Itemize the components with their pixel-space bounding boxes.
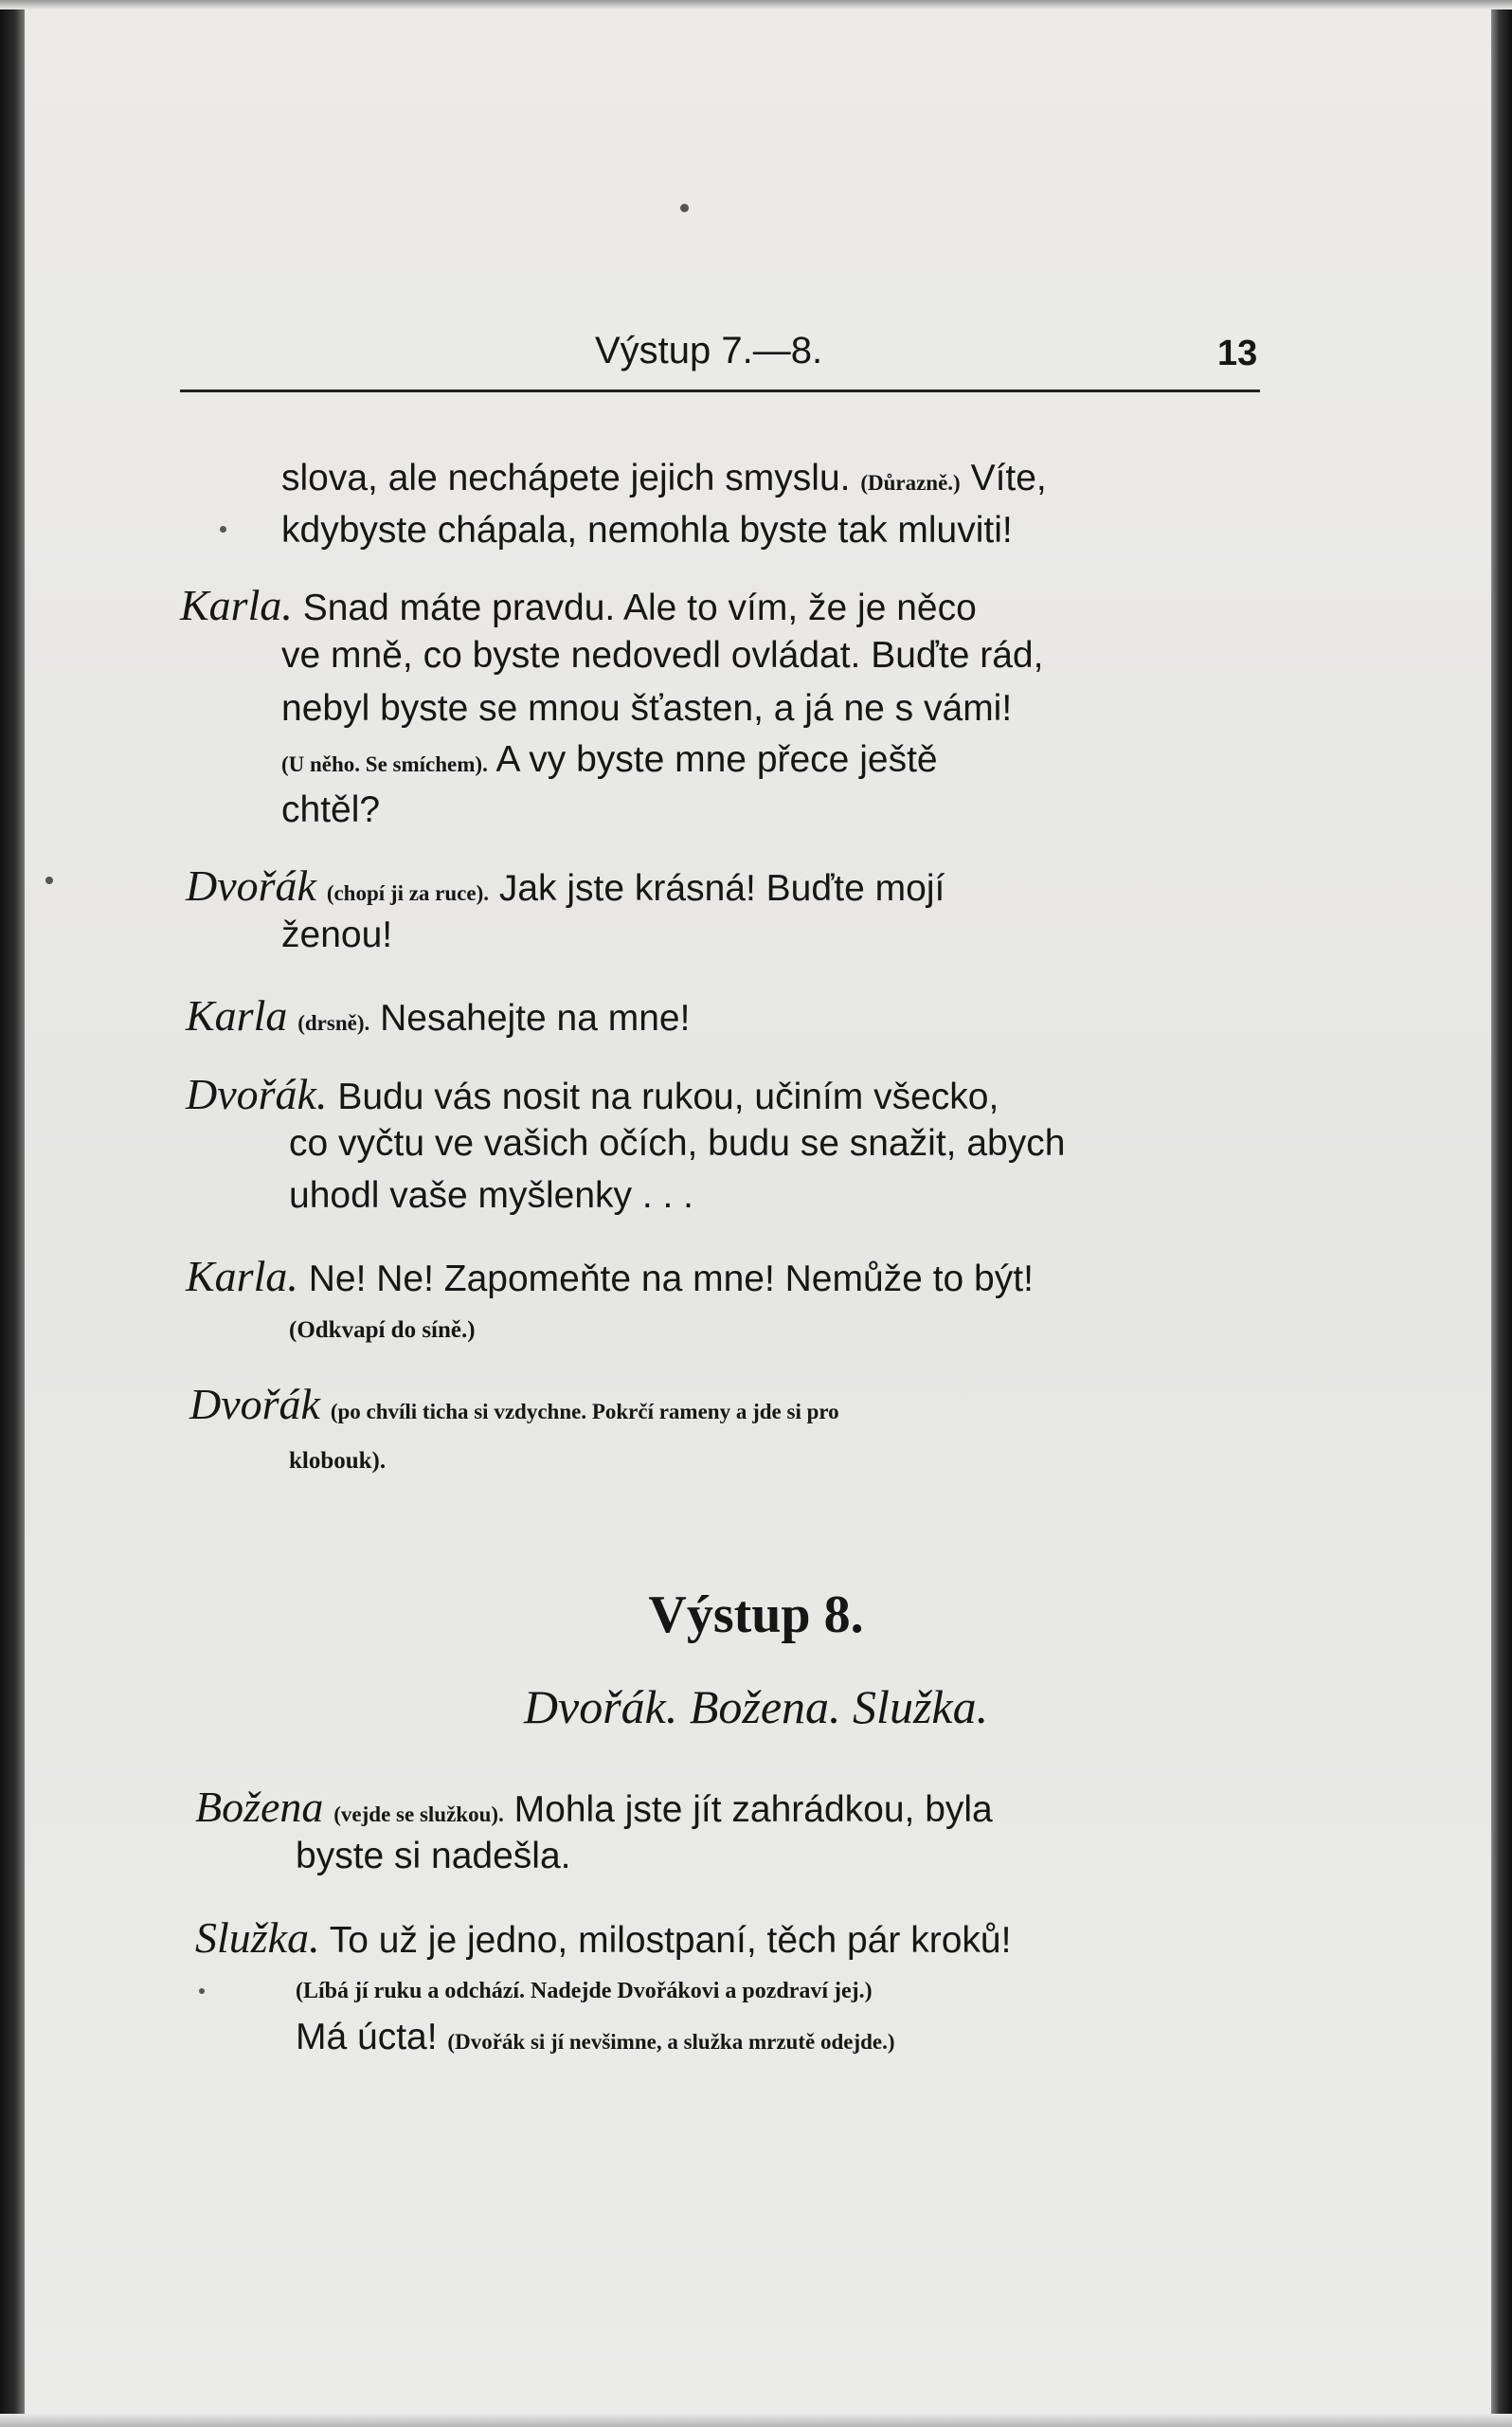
text-line bbox=[281, 458, 1047, 499]
text-line: chtěl? bbox=[281, 789, 381, 830]
text-line bbox=[186, 990, 690, 1041]
paper-speck bbox=[220, 526, 226, 533]
speaker-name: Karla bbox=[186, 991, 288, 1040]
stage-direction: (po chvíli ticha si vzdychne. Pokrčí rameny a jde si pro bbox=[330, 1400, 839, 1423]
text-line: kdybyste chápala, nemohla byste tak mluviti! bbox=[281, 510, 1013, 551]
stage-direction: (Líbá jí ruku a odchází. Nadejde Dvořákovi a pozdraví jej.) bbox=[296, 1979, 873, 2003]
text-line bbox=[189, 1379, 839, 1429]
dialogue-text: Nesahejte na mne! bbox=[380, 998, 691, 1039]
running-header-title: Výstup 7.—8. bbox=[595, 330, 823, 371]
dialogue-text: Mohla jste jít zahrádkou, byla bbox=[513, 1789, 993, 1830]
stage-direction: (U něho. Se smíchem). bbox=[281, 752, 488, 776]
text-line: ženou! bbox=[281, 915, 393, 955]
text-line bbox=[186, 860, 945, 911]
dialogue-text: Víte, bbox=[970, 458, 1047, 498]
stage-direction: (Důrazně.) bbox=[860, 471, 961, 495]
dialogue-text: A vy byste mne přece ještě bbox=[495, 739, 938, 780]
text-line bbox=[281, 739, 938, 781]
text-line: byste si nadešla. bbox=[296, 1836, 571, 1876]
scene-heading: Výstup 8. bbox=[648, 1585, 864, 1644]
right-page-edge bbox=[1491, 0, 1512, 2427]
top-page-edge bbox=[0, 0, 1512, 9]
text-line: nebyl byste se mnou šťasten, a já ne s vámi! bbox=[281, 688, 1013, 729]
speaker-name: Dvořák bbox=[186, 861, 316, 910]
header-rule bbox=[180, 389, 1260, 392]
dialogue-text: Budu vás nosit na rukou, učiním všecko, bbox=[337, 1077, 999, 1117]
speaker-name: Dvořák bbox=[189, 1380, 320, 1428]
left-page-edge bbox=[0, 0, 25, 2427]
paper-speck bbox=[199, 1988, 205, 1994]
speaker-name: Karla. bbox=[180, 581, 293, 629]
bottom-page-edge bbox=[0, 2414, 1512, 2427]
text-line: co vyčtu ve vašich očích, budu se snažit, abych bbox=[289, 1123, 1066, 1164]
speaker-name: Dvořák. bbox=[186, 1070, 328, 1118]
dialogue-text: slova, ale nechápete jejich smyslu. bbox=[281, 458, 851, 498]
stage-direction: (vejde se služkou). bbox=[333, 1802, 504, 1826]
text-line bbox=[186, 1251, 1034, 1301]
text-line: ve mně, co byste nedovedl ovládat. Buďte rád, bbox=[281, 635, 1044, 676]
paper-speck bbox=[680, 204, 689, 212]
text-line bbox=[296, 2017, 895, 2058]
dialogue-text: To už je jedno, milostpaní, těch pár kroků! bbox=[329, 1920, 1012, 1961]
dialogue-text: Snad máte pravdu. Ale to vím, že je něco bbox=[302, 588, 977, 628]
stage-direction: (chopí ji za ruce). bbox=[326, 881, 489, 905]
text-line bbox=[186, 1069, 999, 1119]
dialogue-text: Jak jste krásná! Buďte mojí bbox=[498, 868, 945, 909]
speaker-name: Služka. bbox=[195, 1913, 320, 1962]
text-line bbox=[195, 1912, 1011, 1963]
stage-direction: (Odkvapí do síně.) bbox=[289, 1317, 476, 1343]
speaker-name: Božena bbox=[195, 1783, 324, 1831]
stage-direction: klobouk). bbox=[289, 1448, 387, 1474]
paper-speck bbox=[45, 877, 53, 884]
text-line bbox=[195, 1782, 993, 1832]
text-line bbox=[180, 580, 977, 630]
page-number: 13 bbox=[1217, 334, 1258, 373]
dialogue-text: Ne! Ne! Zapomeňte na mne! Nemůže to být! bbox=[308, 1259, 1034, 1299]
stage-direction: (Dvořák si jí nevšimne, a služka mrzutě odejde.) bbox=[447, 2030, 895, 2054]
speaker-name: Karla. bbox=[186, 1252, 298, 1300]
dialogue-text: Má úcta! bbox=[296, 2017, 438, 2057]
scene-cast-list: Dvořák. Božena. Služka. bbox=[523, 1680, 989, 1733]
text-line: uhodl vaše myšlenky . . . bbox=[289, 1175, 694, 1216]
stage-direction: (drsně). bbox=[297, 1011, 370, 1035]
